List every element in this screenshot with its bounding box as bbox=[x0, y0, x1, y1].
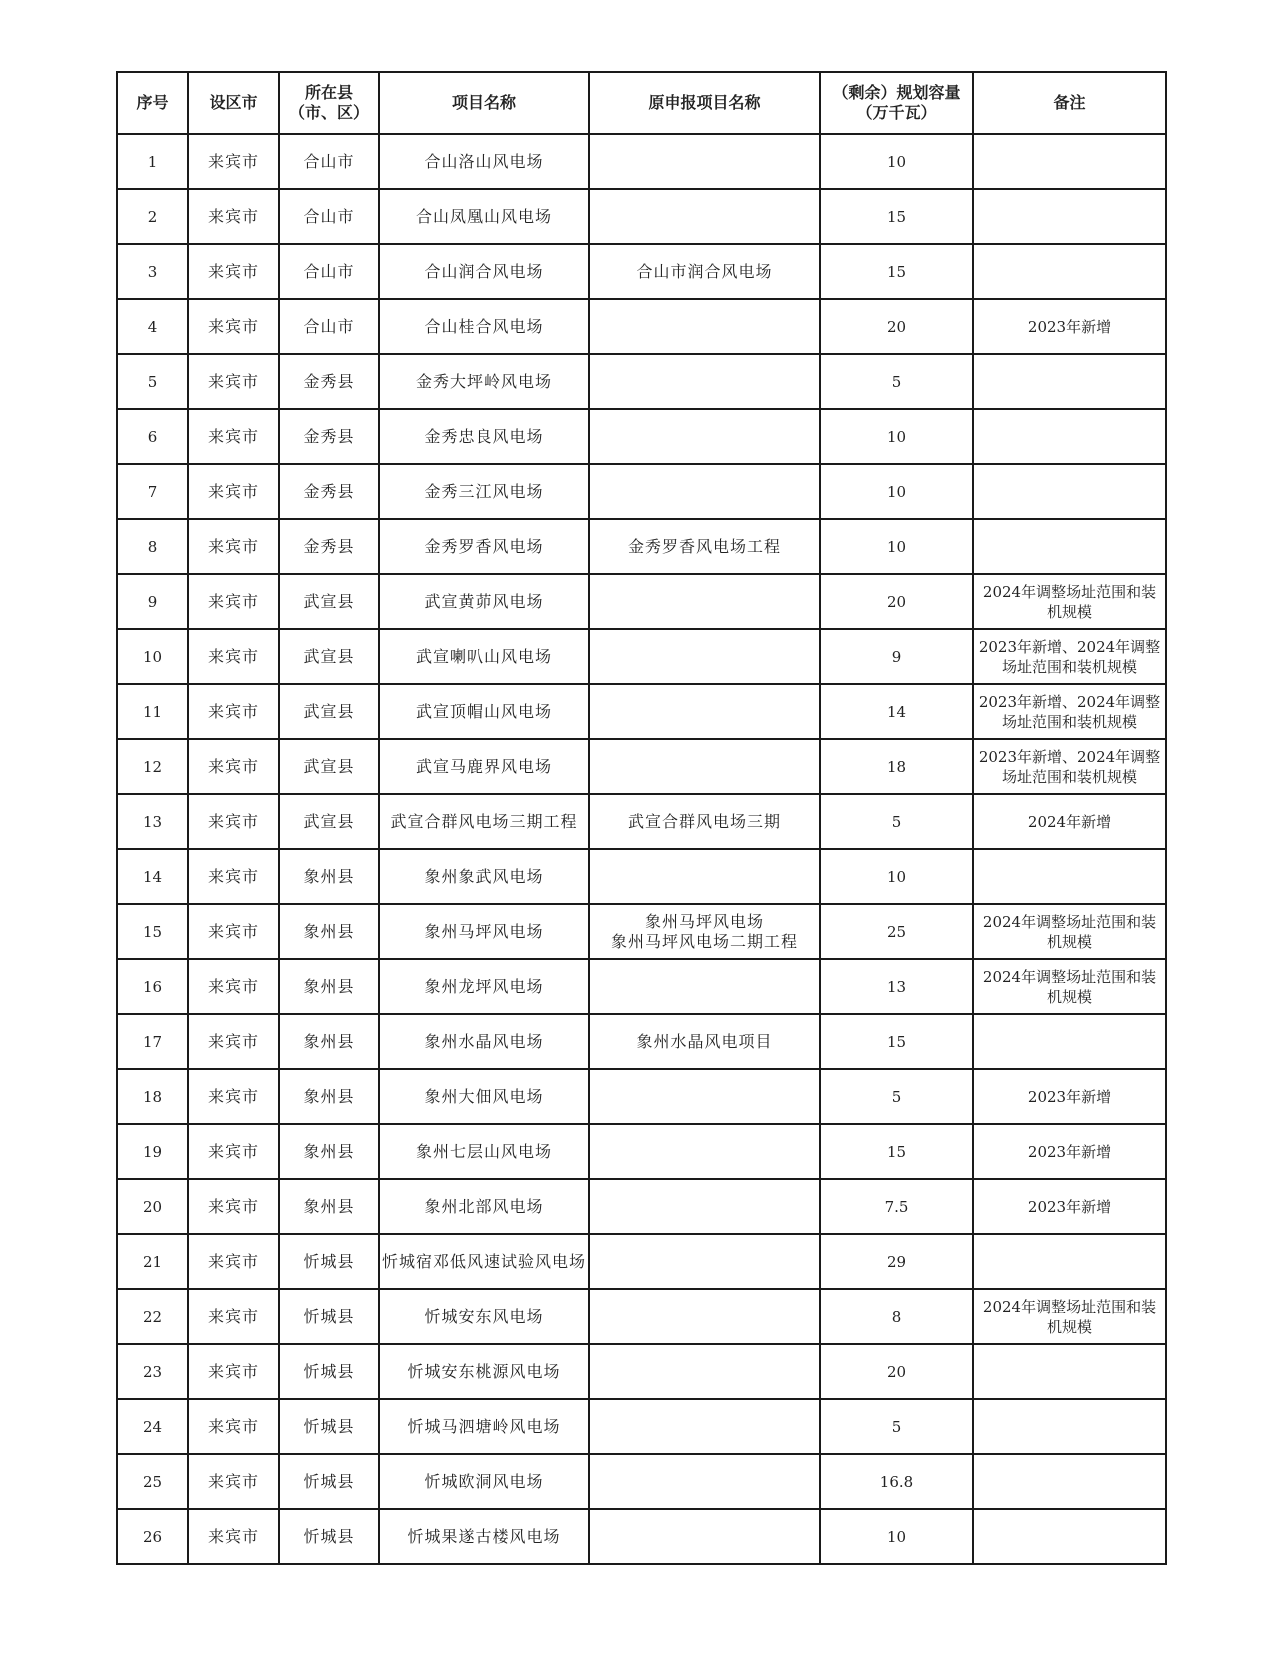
cell-original bbox=[589, 1124, 820, 1179]
cell-capacity: 15 bbox=[820, 189, 973, 244]
cell-original bbox=[589, 904, 820, 959]
cell-seq: 10 bbox=[117, 629, 188, 684]
cell-original bbox=[589, 1289, 820, 1344]
cell-remark bbox=[973, 1069, 1166, 1124]
cell-capacity: 10 bbox=[820, 464, 973, 519]
cell-county: 金秀县 bbox=[279, 464, 379, 519]
cell-capacity: 5 bbox=[820, 1069, 973, 1124]
header-capacity-line2: （万千瓦） bbox=[856, 103, 937, 122]
cell-seq: 26 bbox=[117, 1509, 188, 1564]
cell-original bbox=[589, 849, 820, 904]
cell-county: 武宣县 bbox=[279, 684, 379, 739]
wind-project-table bbox=[116, 71, 1167, 1565]
cell-city: 来宾市 bbox=[188, 189, 279, 244]
cell-remark bbox=[973, 1234, 1166, 1289]
header-remark: 备注 bbox=[973, 72, 1166, 134]
table-row bbox=[117, 1234, 1166, 1289]
cell-remark bbox=[973, 904, 1166, 959]
cell-city: 来宾市 bbox=[188, 684, 279, 739]
cell-remark-line1: 2024年新增 bbox=[1027, 812, 1112, 831]
cell-city: 来宾市 bbox=[188, 1124, 279, 1179]
table-row bbox=[117, 519, 1166, 574]
cell-county: 象州县 bbox=[279, 849, 379, 904]
cell-seq: 15 bbox=[117, 904, 188, 959]
cell-remark-line2: 机规模 bbox=[1046, 1317, 1092, 1336]
cell-original-line1: 金秀罗香风电场工程 bbox=[627, 536, 781, 556]
table-row bbox=[117, 1454, 1166, 1509]
table-row bbox=[117, 849, 1166, 904]
cell-county: 金秀县 bbox=[279, 519, 379, 574]
cell-remark-line1: 2023年新增 bbox=[1027, 317, 1112, 336]
table-row bbox=[117, 409, 1166, 464]
cell-project: 象州水晶风电场 bbox=[379, 1014, 589, 1069]
wind-project-table-sheet bbox=[116, 71, 1165, 1565]
cell-project: 象州马坪风电场 bbox=[379, 904, 589, 959]
cell-county: 忻城县 bbox=[279, 1289, 379, 1344]
cell-seq: 8 bbox=[117, 519, 188, 574]
cell-original bbox=[589, 1399, 820, 1454]
cell-county: 象州县 bbox=[279, 1124, 379, 1179]
cell-project: 忻城马泗塘岭风电场 bbox=[379, 1399, 589, 1454]
table-row bbox=[117, 684, 1166, 739]
cell-remark bbox=[973, 409, 1166, 464]
cell-seq: 6 bbox=[117, 409, 188, 464]
cell-remark-line2: 场址范围和装机规模 bbox=[1001, 657, 1137, 676]
cell-city: 来宾市 bbox=[188, 1234, 279, 1289]
cell-original bbox=[589, 629, 820, 684]
cell-project: 武宣喇叭山风电场 bbox=[379, 629, 589, 684]
table-row bbox=[117, 1069, 1166, 1124]
cell-original bbox=[589, 1014, 820, 1069]
cell-capacity: 14 bbox=[820, 684, 973, 739]
table-row bbox=[117, 244, 1166, 299]
cell-city: 来宾市 bbox=[188, 1289, 279, 1344]
cell-county: 武宣县 bbox=[279, 739, 379, 794]
cell-city: 来宾市 bbox=[188, 849, 279, 904]
cell-county: 象州县 bbox=[279, 1014, 379, 1069]
cell-capacity: 20 bbox=[820, 574, 973, 629]
cell-remark bbox=[973, 794, 1166, 849]
cell-capacity: 15 bbox=[820, 1014, 973, 1069]
cell-city: 来宾市 bbox=[188, 1454, 279, 1509]
cell-project: 忻城安东风电场 bbox=[379, 1289, 589, 1344]
cell-original bbox=[589, 1069, 820, 1124]
cell-original bbox=[589, 959, 820, 1014]
cell-county: 象州县 bbox=[279, 1179, 379, 1234]
cell-seq: 17 bbox=[117, 1014, 188, 1069]
cell-original bbox=[589, 1234, 820, 1289]
cell-capacity: 15 bbox=[820, 244, 973, 299]
cell-city: 来宾市 bbox=[188, 519, 279, 574]
cell-capacity: 10 bbox=[820, 134, 973, 189]
cell-project: 武宣黄茆风电场 bbox=[379, 574, 589, 629]
cell-original bbox=[589, 574, 820, 629]
cell-project: 忻城安东桃源风电场 bbox=[379, 1344, 589, 1399]
cell-project: 象州龙坪风电场 bbox=[379, 959, 589, 1014]
cell-county: 武宣县 bbox=[279, 629, 379, 684]
cell-capacity: 8 bbox=[820, 1289, 973, 1344]
cell-remark-line1: 2023年新增、2024年调整 bbox=[978, 637, 1161, 656]
cell-remark bbox=[973, 354, 1166, 409]
cell-seq: 3 bbox=[117, 244, 188, 299]
cell-project: 金秀罗香风电场 bbox=[379, 519, 589, 574]
header-seq: 序号 bbox=[117, 72, 188, 134]
cell-city: 来宾市 bbox=[188, 1014, 279, 1069]
cell-remark bbox=[973, 134, 1166, 189]
header-original: 原申报项目名称 bbox=[589, 72, 820, 134]
cell-capacity: 10 bbox=[820, 409, 973, 464]
table-body bbox=[117, 134, 1166, 1564]
cell-remark-line2: 场址范围和装机规模 bbox=[1001, 712, 1137, 731]
cell-city: 来宾市 bbox=[188, 794, 279, 849]
cell-remark bbox=[973, 1344, 1166, 1399]
cell-original bbox=[589, 1509, 820, 1564]
cell-project: 武宣合群风电场三期工程 bbox=[379, 794, 589, 849]
header-project: 项目名称 bbox=[379, 72, 589, 134]
cell-remark bbox=[973, 189, 1166, 244]
header-capacity-line1: （剩余）规划容量 bbox=[832, 83, 961, 102]
cell-project: 忻城宿邓低风速试验风电场 bbox=[379, 1234, 589, 1289]
cell-city: 来宾市 bbox=[188, 354, 279, 409]
cell-seq: 13 bbox=[117, 794, 188, 849]
cell-remark-line1: 2024年调整场址范围和装 bbox=[982, 967, 1157, 986]
cell-county: 金秀县 bbox=[279, 409, 379, 464]
cell-seq: 22 bbox=[117, 1289, 188, 1344]
cell-capacity: 10 bbox=[820, 1509, 973, 1564]
cell-remark bbox=[973, 299, 1166, 354]
cell-seq: 19 bbox=[117, 1124, 188, 1179]
cell-remark bbox=[973, 244, 1166, 299]
cell-remark-line1: 2024年调整场址范围和装 bbox=[982, 912, 1157, 931]
cell-county: 象州县 bbox=[279, 1069, 379, 1124]
cell-remark bbox=[973, 629, 1166, 684]
cell-capacity: 20 bbox=[820, 1344, 973, 1399]
cell-original bbox=[589, 1344, 820, 1399]
cell-remark bbox=[973, 1179, 1166, 1234]
cell-capacity: 15 bbox=[820, 1124, 973, 1179]
cell-capacity: 18 bbox=[820, 739, 973, 794]
table-row bbox=[117, 959, 1166, 1014]
table-row bbox=[117, 739, 1166, 794]
cell-capacity: 13 bbox=[820, 959, 973, 1014]
cell-original bbox=[589, 519, 820, 574]
table-row bbox=[117, 629, 1166, 684]
cell-remark-line2: 机规模 bbox=[1046, 932, 1092, 951]
cell-seq: 4 bbox=[117, 299, 188, 354]
header-capacity bbox=[820, 72, 973, 134]
cell-original bbox=[589, 134, 820, 189]
cell-seq: 2 bbox=[117, 189, 188, 244]
cell-seq: 24 bbox=[117, 1399, 188, 1454]
table-row bbox=[117, 189, 1166, 244]
cell-remark bbox=[973, 464, 1166, 519]
table-row bbox=[117, 574, 1166, 629]
cell-project: 合山洛山风电场 bbox=[379, 134, 589, 189]
cell-project: 象州象武风电场 bbox=[379, 849, 589, 904]
table-row bbox=[117, 1509, 1166, 1564]
cell-project: 象州七层山风电场 bbox=[379, 1124, 589, 1179]
cell-project: 金秀三江风电场 bbox=[379, 464, 589, 519]
cell-original bbox=[589, 1454, 820, 1509]
cell-seq: 1 bbox=[117, 134, 188, 189]
cell-capacity: 10 bbox=[820, 519, 973, 574]
cell-original bbox=[589, 684, 820, 739]
cell-capacity: 20 bbox=[820, 299, 973, 354]
cell-county: 忻城县 bbox=[279, 1399, 379, 1454]
cell-county: 金秀县 bbox=[279, 354, 379, 409]
cell-seq: 16 bbox=[117, 959, 188, 1014]
cell-city: 来宾市 bbox=[188, 1509, 279, 1564]
cell-project: 武宣马鹿界风电场 bbox=[379, 739, 589, 794]
cell-capacity: 25 bbox=[820, 904, 973, 959]
cell-original bbox=[589, 1179, 820, 1234]
cell-city: 来宾市 bbox=[188, 244, 279, 299]
cell-city: 来宾市 bbox=[188, 629, 279, 684]
cell-county: 武宣县 bbox=[279, 574, 379, 629]
cell-project: 合山润合风电场 bbox=[379, 244, 589, 299]
cell-capacity: 5 bbox=[820, 1399, 973, 1454]
cell-remark bbox=[973, 1399, 1166, 1454]
cell-county: 合山市 bbox=[279, 189, 379, 244]
cell-seq: 25 bbox=[117, 1454, 188, 1509]
cell-city: 来宾市 bbox=[188, 739, 279, 794]
cell-remark-line2: 机规模 bbox=[1046, 987, 1092, 1006]
cell-seq: 5 bbox=[117, 354, 188, 409]
cell-seq: 18 bbox=[117, 1069, 188, 1124]
cell-original-line1: 武宣合群风电场三期 bbox=[627, 811, 781, 831]
table-row bbox=[117, 134, 1166, 189]
cell-city: 来宾市 bbox=[188, 134, 279, 189]
cell-project: 武宣顶帽山风电场 bbox=[379, 684, 589, 739]
cell-city: 来宾市 bbox=[188, 1344, 279, 1399]
cell-original bbox=[589, 794, 820, 849]
cell-capacity: 16.8 bbox=[820, 1454, 973, 1509]
cell-remark bbox=[973, 519, 1166, 574]
cell-seq: 9 bbox=[117, 574, 188, 629]
cell-original bbox=[589, 244, 820, 299]
table-row bbox=[117, 299, 1166, 354]
cell-city: 来宾市 bbox=[188, 409, 279, 464]
cell-project: 象州北部风电场 bbox=[379, 1179, 589, 1234]
cell-county: 象州县 bbox=[279, 959, 379, 1014]
cell-remark bbox=[973, 1124, 1166, 1179]
cell-city: 来宾市 bbox=[188, 1399, 279, 1454]
cell-county: 合山市 bbox=[279, 134, 379, 189]
table-row bbox=[117, 1014, 1166, 1069]
cell-remark-line1: 2024年调整场址范围和装 bbox=[982, 1297, 1157, 1316]
cell-project: 忻城果遂古楼风电场 bbox=[379, 1509, 589, 1564]
cell-remark bbox=[973, 1014, 1166, 1069]
cell-original-line1: 象州马坪风电场 bbox=[644, 911, 764, 931]
cell-city: 来宾市 bbox=[188, 1069, 279, 1124]
cell-project: 金秀大坪岭风电场 bbox=[379, 354, 589, 409]
cell-county: 忻城县 bbox=[279, 1234, 379, 1289]
cell-county: 合山市 bbox=[279, 244, 379, 299]
cell-seq: 21 bbox=[117, 1234, 188, 1289]
cell-remark bbox=[973, 849, 1166, 904]
table-row bbox=[117, 1344, 1166, 1399]
cell-capacity: 5 bbox=[820, 354, 973, 409]
cell-remark bbox=[973, 684, 1166, 739]
cell-capacity: 5 bbox=[820, 794, 973, 849]
cell-original bbox=[589, 464, 820, 519]
cell-remark-line1: 2024年调整场址范围和装 bbox=[982, 582, 1157, 601]
cell-county: 忻城县 bbox=[279, 1509, 379, 1564]
cell-remark bbox=[973, 739, 1166, 794]
cell-seq: 12 bbox=[117, 739, 188, 794]
cell-seq: 7 bbox=[117, 464, 188, 519]
cell-original-line1: 象州水晶风电项目 bbox=[636, 1031, 773, 1051]
cell-project: 金秀忠良风电场 bbox=[379, 409, 589, 464]
cell-county: 忻城县 bbox=[279, 1344, 379, 1399]
cell-city: 来宾市 bbox=[188, 574, 279, 629]
header-county-line1: 所在县 bbox=[304, 83, 353, 102]
table-row bbox=[117, 354, 1166, 409]
cell-seq: 20 bbox=[117, 1179, 188, 1234]
cell-remark-line1: 2023年新增、2024年调整 bbox=[978, 692, 1161, 711]
table-header-row bbox=[117, 72, 1166, 134]
cell-city: 来宾市 bbox=[188, 904, 279, 959]
cell-remark-line1: 2023年新增 bbox=[1027, 1087, 1112, 1106]
header-city: 设区市 bbox=[188, 72, 279, 134]
cell-remark-line2: 机规模 bbox=[1046, 602, 1092, 621]
cell-original bbox=[589, 739, 820, 794]
header-county-line2: （市、区） bbox=[288, 103, 369, 122]
cell-project: 象州大佃风电场 bbox=[379, 1069, 589, 1124]
cell-city: 来宾市 bbox=[188, 959, 279, 1014]
cell-seq: 14 bbox=[117, 849, 188, 904]
cell-city: 来宾市 bbox=[188, 299, 279, 354]
table-row bbox=[117, 1289, 1166, 1344]
cell-county: 忻城县 bbox=[279, 1454, 379, 1509]
cell-original-line2: 象州马坪风电场二期工程 bbox=[610, 931, 798, 951]
cell-remark-line1: 2023年新增 bbox=[1027, 1142, 1112, 1161]
table-row bbox=[117, 904, 1166, 959]
cell-original bbox=[589, 189, 820, 244]
cell-capacity: 29 bbox=[820, 1234, 973, 1289]
cell-remark bbox=[973, 1509, 1166, 1564]
table-row bbox=[117, 794, 1166, 849]
cell-capacity: 7.5 bbox=[820, 1179, 973, 1234]
cell-capacity: 10 bbox=[820, 849, 973, 904]
cell-city: 来宾市 bbox=[188, 464, 279, 519]
table-row bbox=[117, 1399, 1166, 1454]
cell-county: 武宣县 bbox=[279, 794, 379, 849]
cell-project: 忻城欧洞风电场 bbox=[379, 1454, 589, 1509]
cell-seq: 23 bbox=[117, 1344, 188, 1399]
cell-county: 象州县 bbox=[279, 904, 379, 959]
cell-original bbox=[589, 409, 820, 464]
cell-remark bbox=[973, 1454, 1166, 1509]
cell-city: 来宾市 bbox=[188, 1179, 279, 1234]
cell-remark-line1: 2023年新增 bbox=[1027, 1197, 1112, 1216]
cell-remark-line1: 2023年新增、2024年调整 bbox=[978, 747, 1161, 766]
cell-capacity: 9 bbox=[820, 629, 973, 684]
table-row bbox=[117, 464, 1166, 519]
cell-remark bbox=[973, 1289, 1166, 1344]
header-county bbox=[279, 72, 379, 134]
cell-seq: 11 bbox=[117, 684, 188, 739]
table-row bbox=[117, 1179, 1166, 1234]
cell-project: 合山桂合风电场 bbox=[379, 299, 589, 354]
cell-county: 合山市 bbox=[279, 299, 379, 354]
cell-project: 合山凤凰山风电场 bbox=[379, 189, 589, 244]
cell-original bbox=[589, 354, 820, 409]
table-row bbox=[117, 1124, 1166, 1179]
cell-remark bbox=[973, 959, 1166, 1014]
cell-original bbox=[589, 299, 820, 354]
cell-original-line1: 合山市润合风电场 bbox=[636, 261, 773, 281]
cell-remark bbox=[973, 574, 1166, 629]
cell-remark-line2: 场址范围和装机规模 bbox=[1001, 767, 1137, 786]
